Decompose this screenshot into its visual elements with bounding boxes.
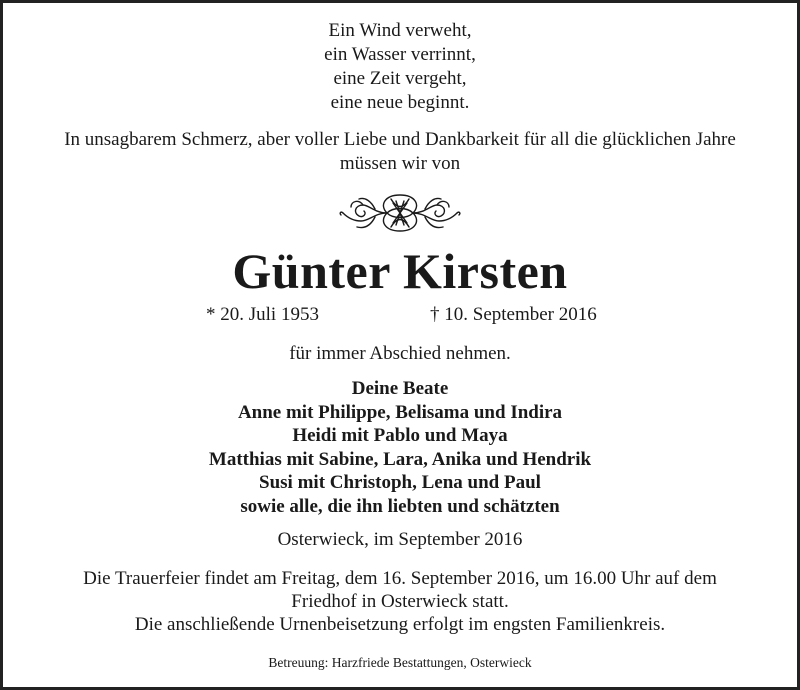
funeral-details bbox=[3, 567, 797, 636]
ornamental-flourish-icon bbox=[3, 183, 797, 243]
intro-text bbox=[3, 128, 797, 176]
birth-date: * 20. Juli 1953 bbox=[206, 304, 319, 325]
funeral-line: Die Trauerfeier findet am Freitag, dem 16. September 2016, um 16.00 Uhr auf dem bbox=[83, 568, 717, 589]
poem-line: Ein Wind verweht, bbox=[328, 20, 472, 41]
mourner-line: sowie alle, die ihn liebten und schätzten bbox=[240, 495, 560, 517]
death-date: † 10. September 2016 bbox=[430, 304, 597, 325]
undertaker-credit: Betreuung: Harzfriede Bestattungen, Osterwieck bbox=[268, 655, 532, 670]
mourner-line: Matthias mit Sabine, Lara, Anika und Hendrik bbox=[208, 448, 592, 470]
mourner-line: Anne mit Philippe, Belisama und Indira bbox=[237, 401, 563, 423]
place-and-date: Osterwieck, im September 2016 bbox=[277, 529, 523, 550]
farewell-text: für immer Abschied nehmen. bbox=[289, 343, 511, 364]
funeral-line: Die anschließende Urnenbeisetzung erfolgt im engsten Familienkreis. bbox=[134, 614, 666, 635]
poem-line: ein Wasser verrinnt, bbox=[324, 44, 476, 65]
mourner-line: Heidi mit Pablo und Maya bbox=[292, 425, 508, 446]
funeral-line: Friedhof in Osterwieck statt. bbox=[291, 591, 509, 612]
mourners-list bbox=[3, 377, 797, 518]
deceased-name: Günter Kirsten bbox=[232, 243, 568, 299]
poem bbox=[3, 19, 797, 115]
poem-line: eine Zeit vergeht, bbox=[333, 68, 467, 89]
intro-line: In unsagbarem Schmerz, aber voller Liebe und Dankbarkeit für all die glücklichen Jahre bbox=[64, 129, 736, 150]
poem-line: eine neue beginnt. bbox=[330, 92, 470, 113]
intro-line: müssen wir von bbox=[339, 153, 461, 174]
mourner-line: Deine Beate bbox=[351, 378, 449, 399]
life-dates bbox=[3, 303, 797, 327]
mourner-line: Susi mit Christoph, Lena und Paul bbox=[259, 472, 541, 493]
